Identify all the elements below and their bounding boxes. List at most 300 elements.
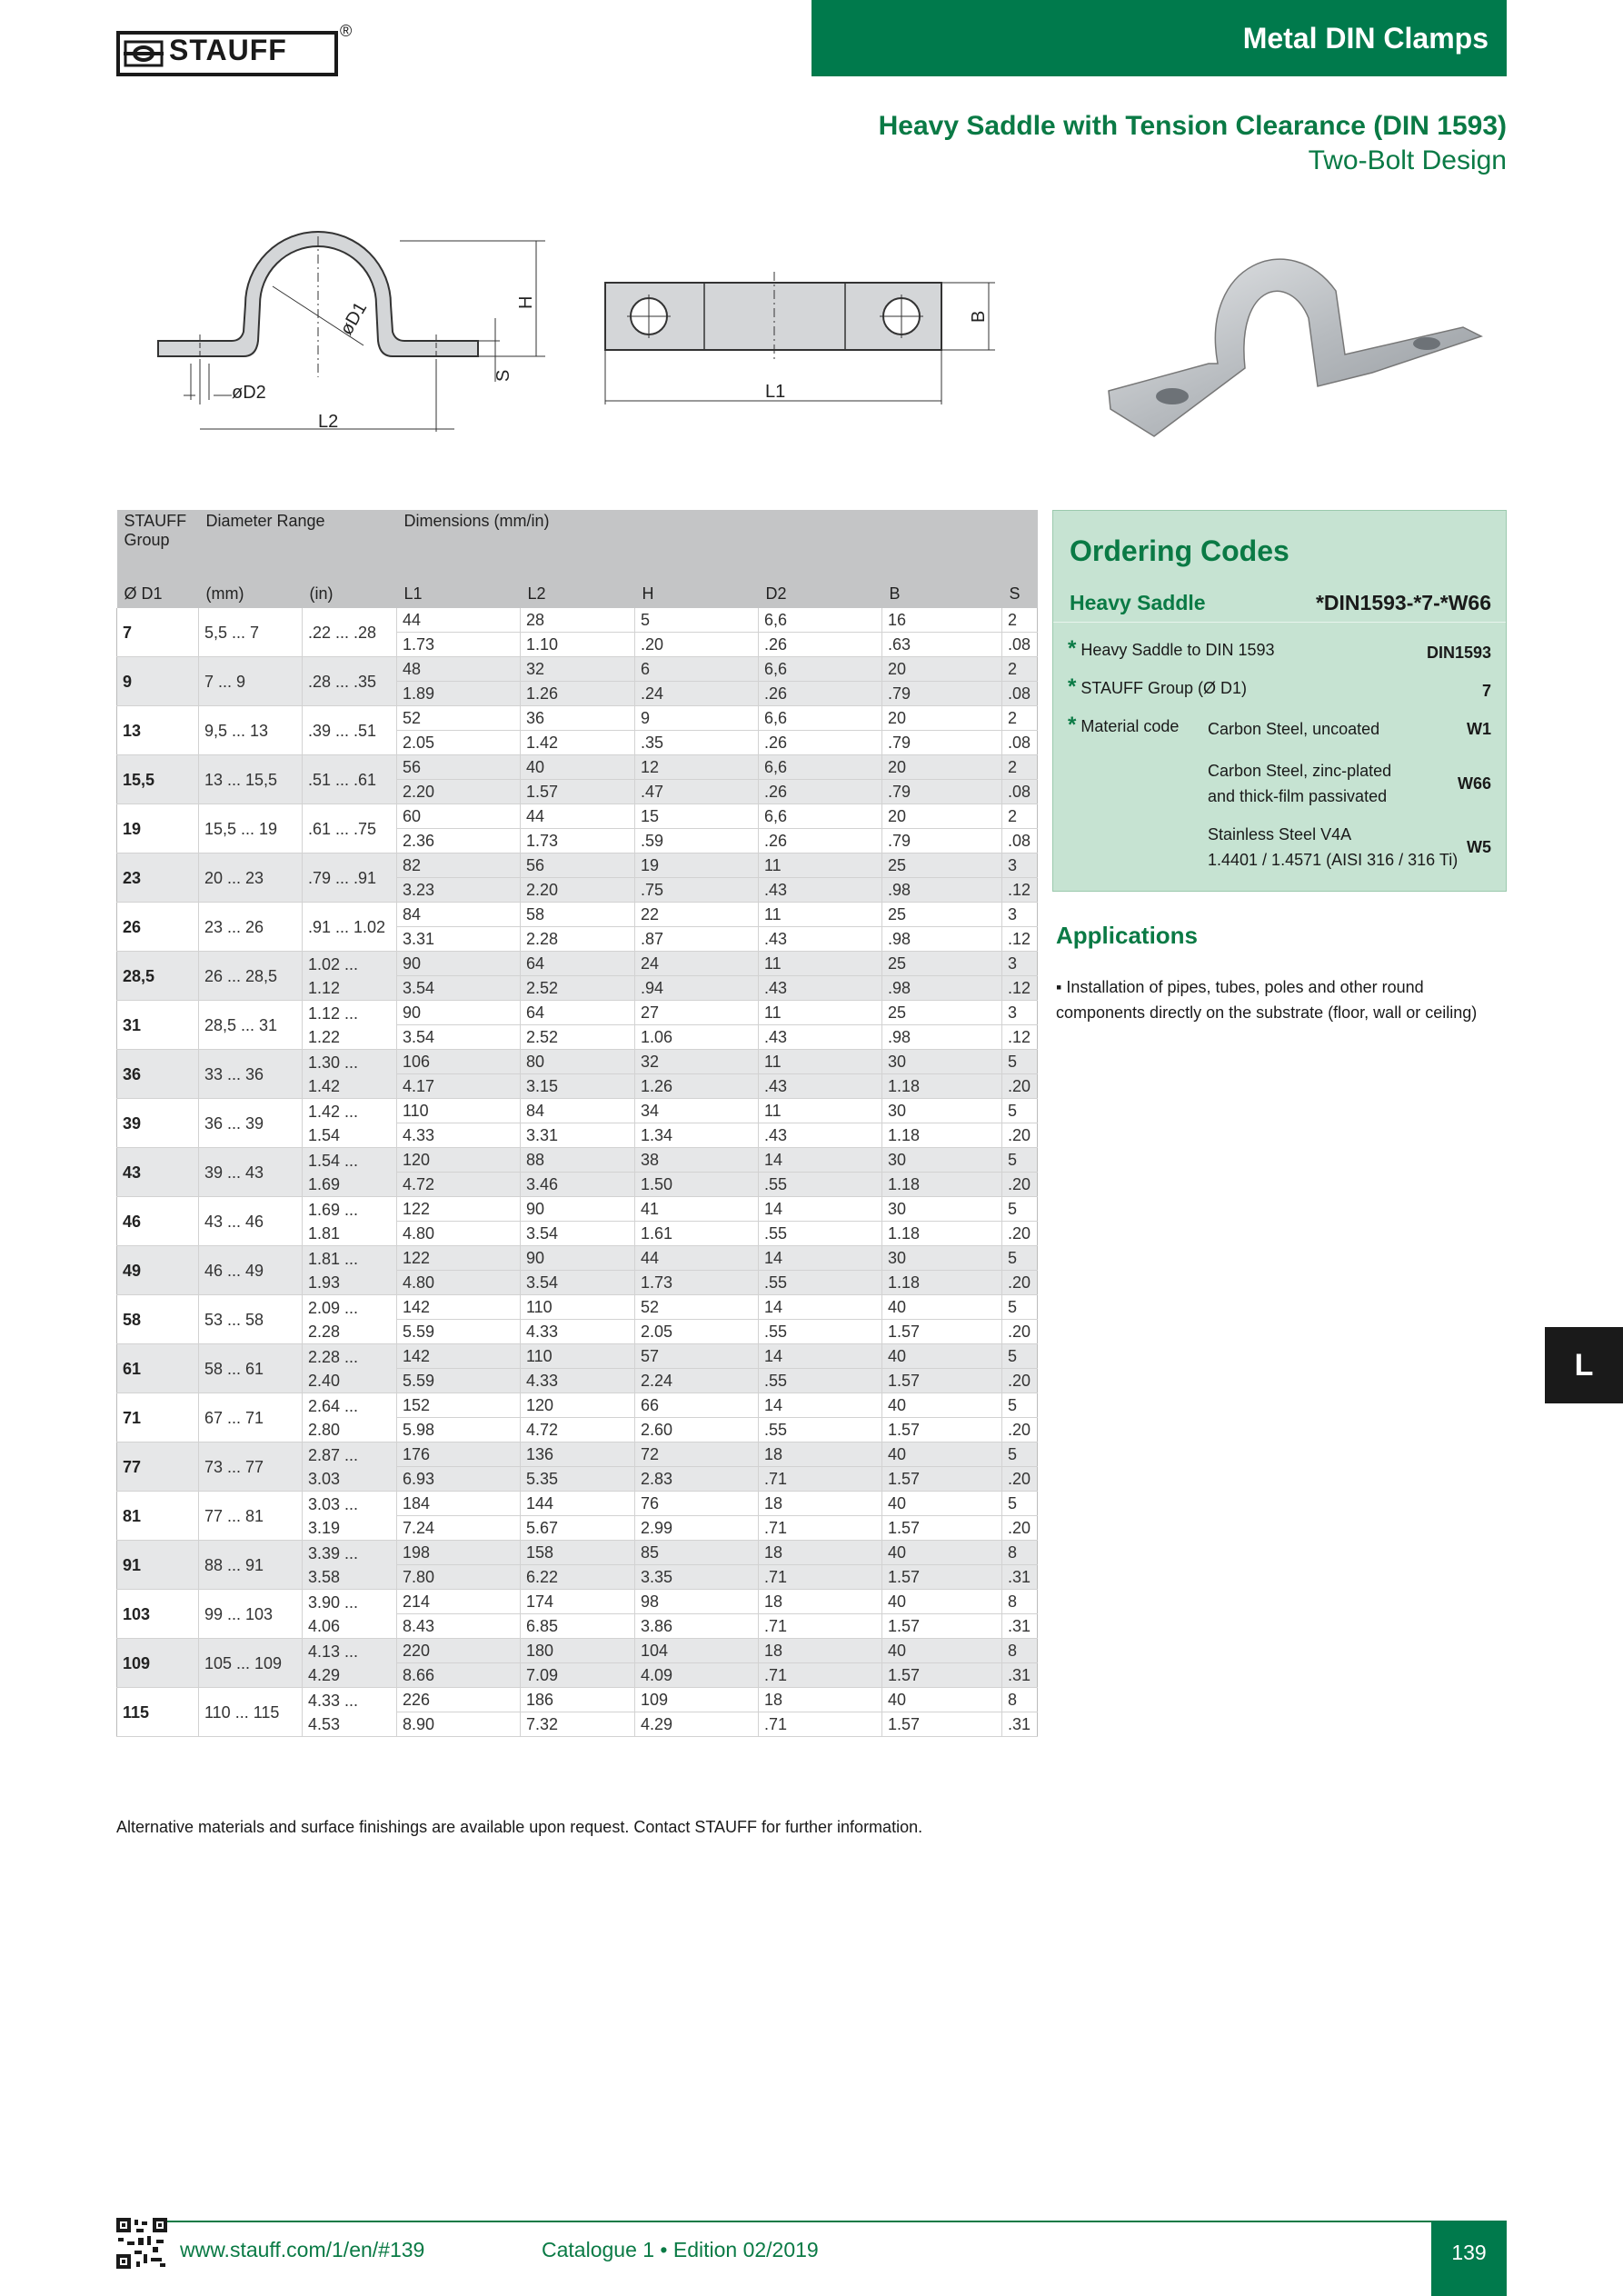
cell-l2: 110 [521, 1295, 635, 1320]
cell-d2: .26 [759, 633, 882, 657]
footer-url[interactable]: www.stauff.com/1/en/#139 [180, 2238, 425, 2261]
saddle-product-image [1100, 209, 1490, 454]
table-row [117, 804, 1038, 829]
group-cell: 15,5 [117, 755, 199, 804]
cell-l1: 142 [397, 1295, 521, 1320]
cell-b: 25 [882, 854, 1002, 878]
cell-d2: 18 [759, 1541, 882, 1565]
cell-d2: 6,6 [759, 804, 882, 829]
cell-d2: .55 [759, 1271, 882, 1295]
cell-l1: 5.98 [397, 1418, 521, 1442]
cell-h: 76 [635, 1492, 759, 1516]
cell-h: 38 [635, 1148, 759, 1173]
ordering-item-group [1068, 674, 1247, 700]
col-d1: Ø D1 [117, 583, 199, 608]
cell-h: 85 [635, 1541, 759, 1565]
cell-d2: .43 [759, 976, 882, 1001]
cell-s: .08 [1002, 829, 1038, 854]
cell-d2: 11 [759, 1050, 882, 1074]
range-mm-cell: 5,5 ... 7 [199, 608, 303, 657]
cell-l1: 7.24 [397, 1516, 521, 1541]
col-in: (in) [303, 583, 397, 608]
group-cell: 28,5 [117, 952, 199, 1001]
cell-h: 2.24 [635, 1369, 759, 1393]
cell-h: 1.61 [635, 1222, 759, 1246]
table-row [117, 1393, 1038, 1418]
cell-l1: 82 [397, 854, 521, 878]
cell-l2: 2.52 [521, 976, 635, 1001]
range-in-cell: 3.90 ... 4.06 [303, 1590, 397, 1639]
cell-l2: 110 [521, 1344, 635, 1369]
table-row [117, 952, 1038, 976]
cell-l2: 90 [521, 1246, 635, 1271]
cell-d2: 14 [759, 1246, 882, 1271]
range-in-cell: 2.87 ... 3.03 [303, 1442, 397, 1492]
chapter-tab[interactable]: L [1545, 1327, 1623, 1403]
cell-b: 1.18 [882, 1074, 1002, 1099]
cell-s: .20 [1002, 1074, 1038, 1099]
cell-s: 3 [1002, 854, 1038, 878]
cell-l2: 2.28 [521, 927, 635, 952]
cell-s: 5 [1002, 1148, 1038, 1173]
cell-h: 1.06 [635, 1025, 759, 1050]
cell-l1: 5.59 [397, 1369, 521, 1393]
material-w1-label: Carbon Steel, uncoated [1208, 720, 1380, 738]
cell-l2: 56 [521, 854, 635, 878]
cell-h: 27 [635, 1001, 759, 1025]
cell-b: 40 [882, 1295, 1002, 1320]
side-view-drawing [145, 218, 573, 436]
range-mm-cell: 9,5 ... 13 [199, 706, 303, 755]
cell-b: 40 [882, 1688, 1002, 1712]
cell-h: 1.26 [635, 1074, 759, 1099]
cell-b: 25 [882, 952, 1002, 976]
col-mm: (mm) [199, 583, 303, 608]
ordering-code: *DIN1593-*7-*W66 [1315, 591, 1491, 614]
range-in-cell: .22 ... .28 [303, 608, 397, 657]
cell-d2: .43 [759, 1025, 882, 1050]
cell-s: .31 [1002, 1712, 1038, 1737]
range-in-cell: 2.64 ... 2.80 [303, 1393, 397, 1442]
cell-l1: 8.43 [397, 1614, 521, 1639]
cell-l2: 3.46 [521, 1173, 635, 1197]
cell-b: .98 [882, 976, 1002, 1001]
cell-l2: 3.54 [521, 1271, 635, 1295]
cell-h: 109 [635, 1688, 759, 1712]
cell-l2: 84 [521, 1099, 635, 1123]
ordering-title: Ordering Codes [1070, 534, 1289, 567]
cell-b: 30 [882, 1197, 1002, 1222]
cell-l2: 80 [521, 1050, 635, 1074]
cell-l2: 3.54 [521, 1222, 635, 1246]
cell-l2: 158 [521, 1541, 635, 1565]
cell-l1: 120 [397, 1148, 521, 1173]
ordering-divider [1053, 622, 1506, 623]
range-mm-cell: 39 ... 43 [199, 1148, 303, 1197]
cell-d2: .43 [759, 927, 882, 952]
cell-d2: 11 [759, 1001, 882, 1025]
cell-d2: 14 [759, 1197, 882, 1222]
cell-l1: 8.90 [397, 1712, 521, 1737]
cell-s: .12 [1002, 1025, 1038, 1050]
cell-b: 20 [882, 755, 1002, 780]
range-in-cell: 3.03 ... 3.19 [303, 1492, 397, 1541]
cell-b: 1.57 [882, 1467, 1002, 1492]
cell-b: 1.18 [882, 1222, 1002, 1246]
cell-h: .20 [635, 633, 759, 657]
cell-l2: 1.57 [521, 780, 635, 804]
material-w66-label2: and thick-film passivated [1208, 787, 1388, 805]
cell-b: 40 [882, 1639, 1002, 1663]
table-row [117, 1639, 1038, 1663]
cell-l2: 180 [521, 1639, 635, 1663]
cell-l1: 214 [397, 1590, 521, 1614]
ordering-item-label: STAUFF Group (Ø D1) [1080, 679, 1248, 697]
table-row [117, 608, 1038, 633]
cell-l1: 44 [397, 608, 521, 633]
page-subtitle: Two-Bolt Design [1308, 145, 1507, 175]
cell-h: 6 [635, 657, 759, 682]
cell-l2: 6.85 [521, 1614, 635, 1639]
cell-b: 1.57 [882, 1663, 1002, 1688]
table-row [117, 903, 1038, 927]
cell-h: 98 [635, 1590, 759, 1614]
cell-l1: 198 [397, 1541, 521, 1565]
cell-d2: .55 [759, 1173, 882, 1197]
cell-d2: .26 [759, 780, 882, 804]
cell-l1: 5.59 [397, 1320, 521, 1344]
cell-l2: 1.26 [521, 682, 635, 706]
cell-l2: 36 [521, 706, 635, 731]
range-mm-cell: 43 ... 46 [199, 1197, 303, 1246]
cell-l1: 4.72 [397, 1173, 521, 1197]
cell-b: .79 [882, 780, 1002, 804]
range-mm-cell: 46 ... 49 [199, 1246, 303, 1295]
ordering-item-value: DIN1593 [1426, 644, 1491, 662]
table-row [117, 1492, 1038, 1516]
label-s: S [493, 369, 513, 382]
cell-l2: 144 [521, 1492, 635, 1516]
cell-s: 2 [1002, 804, 1038, 829]
cell-l2: 32 [521, 657, 635, 682]
footnote: Alternative materials and surface finishings are available upon request. Contact STAUFF for further information. [116, 1818, 923, 1836]
cell-d2: 6,6 [759, 657, 882, 682]
cell-l2: 1.73 [521, 829, 635, 854]
cell-b: 25 [882, 1001, 1002, 1025]
range-in-cell: 1.30 ... 1.42 [303, 1050, 397, 1099]
top-view-drawing [600, 268, 1000, 414]
cell-h: 41 [635, 1197, 759, 1222]
cell-l2: 88 [521, 1148, 635, 1173]
cell-l1: 176 [397, 1442, 521, 1467]
range-mm-cell: 36 ... 39 [199, 1099, 303, 1148]
cell-l1: 122 [397, 1197, 521, 1222]
cell-l2: 3.31 [521, 1123, 635, 1148]
range-mm-cell: 7 ... 9 [199, 657, 303, 706]
cell-s: .31 [1002, 1565, 1038, 1590]
cell-s: 3 [1002, 1001, 1038, 1025]
range-in-cell: 1.42 ... 1.54 [303, 1099, 397, 1148]
cell-l2: 174 [521, 1590, 635, 1614]
ordering-item-standard [1068, 636, 1275, 662]
cell-d2: 14 [759, 1295, 882, 1320]
cell-b: 1.57 [882, 1712, 1002, 1737]
group-cell: 71 [117, 1393, 199, 1442]
cell-l2: 4.33 [521, 1369, 635, 1393]
cell-d2: .26 [759, 682, 882, 706]
group-cell: 9 [117, 657, 199, 706]
cell-b: .79 [882, 682, 1002, 706]
cell-d2: .71 [759, 1516, 882, 1541]
cell-b: 20 [882, 706, 1002, 731]
cell-l2: 1.42 [521, 731, 635, 755]
cell-d2: 6,6 [759, 706, 882, 731]
applications-text: Installation of pipes, tubes, poles and other round components directly on the substrate (floor, wall or ceiling) [1056, 978, 1478, 1022]
cell-s: 5 [1002, 1344, 1038, 1369]
cell-l1: 6.93 [397, 1467, 521, 1492]
applications-title: Applications [1056, 922, 1199, 949]
col-d2: D2 [759, 583, 882, 608]
cell-d2: .71 [759, 1614, 882, 1639]
cell-b: 20 [882, 657, 1002, 682]
table-row [117, 1099, 1038, 1123]
dimensions-table [116, 510, 1038, 1737]
range-in-cell: 1.54 ... 1.69 [303, 1148, 397, 1197]
cell-b: .63 [882, 633, 1002, 657]
cell-l2: 5.35 [521, 1467, 635, 1492]
label-h: H [516, 295, 536, 309]
applications-item [1056, 974, 1510, 1025]
cell-d2: 14 [759, 1344, 882, 1369]
col-s: S [1002, 583, 1038, 608]
material-w5-label: Stainless Steel V4A [1208, 825, 1352, 844]
cell-b: 30 [882, 1099, 1002, 1123]
cell-s: 5 [1002, 1246, 1038, 1271]
page-number: 139 [1431, 2221, 1507, 2296]
cell-l1: 7.80 [397, 1565, 521, 1590]
cell-l2: 40 [521, 755, 635, 780]
cell-d2: 6,6 [759, 755, 882, 780]
ordering-material-label: Material code [1080, 717, 1180, 735]
cell-s: 8 [1002, 1688, 1038, 1712]
cell-d2: 11 [759, 854, 882, 878]
group-cell: 49 [117, 1246, 199, 1295]
cell-s: 3 [1002, 952, 1038, 976]
stauff-logo [116, 22, 353, 76]
group-cell: 115 [117, 1688, 199, 1737]
cell-s: .20 [1002, 1222, 1038, 1246]
range-mm-cell: 73 ... 77 [199, 1442, 303, 1492]
footer-divider [116, 2221, 1507, 2222]
cell-b: 40 [882, 1393, 1002, 1418]
cell-d2: 11 [759, 952, 882, 976]
ordering-item-material [1068, 713, 1179, 738]
label-b: B [969, 310, 989, 323]
material-w5-value: W5 [1467, 838, 1491, 856]
group-cell: 77 [117, 1442, 199, 1492]
col-dims-header: Dimensions (mm/in) [397, 510, 1038, 583]
group-cell: 7 [117, 608, 199, 657]
cell-l2: 2.20 [521, 878, 635, 903]
cell-l2: 7.09 [521, 1663, 635, 1688]
cell-l1: 226 [397, 1688, 521, 1712]
cell-b: .79 [882, 829, 1002, 854]
cell-b: 1.57 [882, 1614, 1002, 1639]
cell-s: .08 [1002, 682, 1038, 706]
cell-s: .20 [1002, 1467, 1038, 1492]
cell-d2: 18 [759, 1639, 882, 1663]
cell-h: 44 [635, 1246, 759, 1271]
cell-l1: 122 [397, 1246, 521, 1271]
cell-d2: .71 [759, 1663, 882, 1688]
cell-b: 1.57 [882, 1320, 1002, 1344]
cell-h: .75 [635, 878, 759, 903]
range-mm-cell: 88 ... 91 [199, 1541, 303, 1590]
range-in-cell: 4.33 ... 4.53 [303, 1688, 397, 1737]
range-in-cell: 4.13 ... 4.29 [303, 1639, 397, 1688]
asterisk-icon: * [1068, 674, 1077, 699]
cell-l1: 8.66 [397, 1663, 521, 1688]
ordering-product: Heavy Saddle [1070, 591, 1206, 614]
col-h: H [635, 583, 759, 608]
bullet-icon: ▪ [1056, 978, 1067, 996]
table-row [117, 1295, 1038, 1320]
table-row [117, 1246, 1038, 1271]
cell-b: 25 [882, 903, 1002, 927]
cell-h: 1.34 [635, 1123, 759, 1148]
table-row [117, 854, 1038, 878]
range-mm-cell: 28,5 ... 31 [199, 1001, 303, 1050]
cell-h: 4.29 [635, 1712, 759, 1737]
cell-d2: 11 [759, 1099, 882, 1123]
cell-s: 8 [1002, 1590, 1038, 1614]
cell-s: 3 [1002, 903, 1038, 927]
cell-s: .31 [1002, 1663, 1038, 1688]
cell-h: .94 [635, 976, 759, 1001]
table-row [117, 1590, 1038, 1614]
cell-b: 40 [882, 1590, 1002, 1614]
cell-s: 5 [1002, 1099, 1038, 1123]
material-w5-label2: 1.4401 / 1.4571 (AISI 316 / 316 Ti) [1208, 851, 1459, 869]
cell-b: .98 [882, 878, 1002, 903]
range-mm-cell: 33 ... 36 [199, 1050, 303, 1099]
cell-l1: 90 [397, 1001, 521, 1025]
cell-d2: 14 [759, 1148, 882, 1173]
cell-s: .31 [1002, 1614, 1038, 1639]
cell-l1: 184 [397, 1492, 521, 1516]
table-row [117, 1148, 1038, 1173]
range-mm-cell: 77 ... 81 [199, 1492, 303, 1541]
group-cell: 91 [117, 1541, 199, 1590]
cell-l2: 5.67 [521, 1516, 635, 1541]
label-d2: øD2 [232, 383, 266, 403]
cell-b: 30 [882, 1246, 1002, 1271]
cell-s: 5 [1002, 1393, 1038, 1418]
cell-s: 8 [1002, 1541, 1038, 1565]
cell-d2: .43 [759, 878, 882, 903]
group-cell: 81 [117, 1492, 199, 1541]
cell-l1: 52 [397, 706, 521, 731]
cell-l1: 110 [397, 1099, 521, 1123]
cell-b: 20 [882, 804, 1002, 829]
range-mm-cell: 58 ... 61 [199, 1344, 303, 1393]
range-in-cell: 1.69 ... 1.81 [303, 1197, 397, 1246]
cell-s: 5 [1002, 1050, 1038, 1074]
group-cell: 43 [117, 1148, 199, 1197]
cell-l1: 4.33 [397, 1123, 521, 1148]
cell-h: 19 [635, 854, 759, 878]
cell-l1: 1.73 [397, 633, 521, 657]
cell-h: 52 [635, 1295, 759, 1320]
cell-l2: 90 [521, 1197, 635, 1222]
cell-s: 5 [1002, 1295, 1038, 1320]
cell-d2: .71 [759, 1712, 882, 1737]
material-w1-value: W1 [1467, 720, 1491, 738]
qr-code-icon[interactable] [116, 2218, 167, 2269]
footer-catalogue: Catalogue 1 • Edition 02/2019 [542, 2238, 819, 2261]
cell-l1: 56 [397, 755, 521, 780]
cell-b: 40 [882, 1492, 1002, 1516]
cell-h: 72 [635, 1442, 759, 1467]
cell-h: 24 [635, 952, 759, 976]
cell-h: .24 [635, 682, 759, 706]
dimensions-table-body [117, 608, 1038, 1737]
col-range-header: Diameter Range [199, 510, 397, 583]
range-mm-cell: 23 ... 26 [199, 903, 303, 952]
cell-s: 5 [1002, 1442, 1038, 1467]
cell-h: 104 [635, 1639, 759, 1663]
cell-b: 16 [882, 608, 1002, 633]
cell-l1: 106 [397, 1050, 521, 1074]
cell-b: .79 [882, 731, 1002, 755]
cell-l2: 1.10 [521, 633, 635, 657]
asterisk-icon: * [1068, 713, 1077, 737]
cell-b: 1.18 [882, 1123, 1002, 1148]
range-in-cell: 2.09 ... 2.28 [303, 1295, 397, 1344]
cell-l2: 44 [521, 804, 635, 829]
cell-l1: 2.20 [397, 780, 521, 804]
cell-l1: 3.23 [397, 878, 521, 903]
cell-l1: 142 [397, 1344, 521, 1369]
cell-s: 2 [1002, 755, 1038, 780]
cell-l1: 90 [397, 952, 521, 976]
cell-l2: 64 [521, 952, 635, 976]
cell-l1: 1.89 [397, 682, 521, 706]
cell-h: 15 [635, 804, 759, 829]
cell-d2: .55 [759, 1320, 882, 1344]
cell-h: 34 [635, 1099, 759, 1123]
cell-l1: 4.80 [397, 1271, 521, 1295]
cell-d2: .71 [759, 1467, 882, 1492]
cell-l1: 3.54 [397, 976, 521, 1001]
material-w66-label: Carbon Steel, zinc-plated [1208, 762, 1392, 780]
cell-d2: 11 [759, 903, 882, 927]
cell-h: .59 [635, 829, 759, 854]
table-row [117, 706, 1038, 731]
cell-h: 3.86 [635, 1614, 759, 1639]
range-mm-cell: 67 ... 71 [199, 1393, 303, 1442]
cell-d2: .55 [759, 1418, 882, 1442]
range-mm-cell: 20 ... 23 [199, 854, 303, 903]
group-cell: 109 [117, 1639, 199, 1688]
group-cell: 13 [117, 706, 199, 755]
cell-l2: 3.15 [521, 1074, 635, 1099]
asterisk-icon: * [1068, 636, 1077, 661]
cell-b: 1.57 [882, 1565, 1002, 1590]
table-row [117, 1344, 1038, 1369]
cell-s: .20 [1002, 1369, 1038, 1393]
cell-s: .12 [1002, 927, 1038, 952]
